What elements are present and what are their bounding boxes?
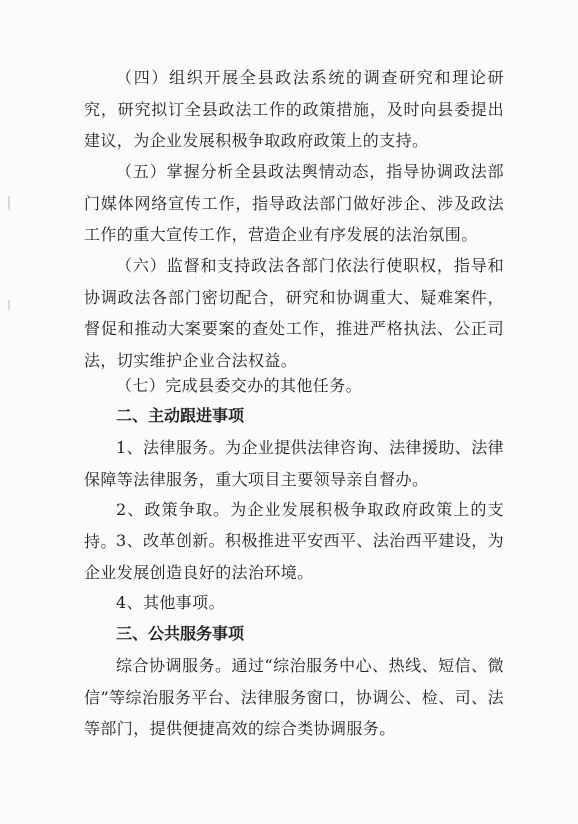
section-3-body: 综合协调服务。通过“综治服务中心、热线、短信、微信”等综治服务平台、法律服务窗口，协调公、检、司、法等部门，提供便捷高效的综合类协调服务。 xyxy=(84,656,504,738)
paragraph-7: （七）完成县委交办的其他任务。 xyxy=(116,376,363,395)
section-heading-2: 二、主动跟进事项 xyxy=(116,406,245,425)
paragraph-5: （五）掌握分析全县政法舆情动态，指导协调政法部门媒体网络宣传工作，指导政法部门做好涉企、涉及政法工作的重大宣传工作，营造企业有序发展的法治氛围。 xyxy=(84,162,504,244)
scan-edge-mark xyxy=(8,196,10,210)
scan-edge-mark xyxy=(8,300,10,310)
list-item-1: 1、法律服务。为企业提供法律咨询、法律援助、法律保障等法律服务，重大项目主要领导亲自督办。 xyxy=(84,438,504,489)
paragraph-4: （四）组织开展全县政法系统的调查研究和理论研究，研究拟订全县政法工作的政策措施，及时向县委提出建议，为企业发展积极争取政府政策上的支持。 xyxy=(84,68,504,150)
list-item-2: 2、政策争取。为企业发展积极争取政府政策上的支持。 xyxy=(84,500,504,551)
paragraph-6: （六）监督和支持政法各部门依法行使职权，指导和协调政法各部门密切配合，研究和协调重大、疑难案件，督促和推动大案要案的查处工作，推进严格执法、公正司法，切实维护企业合法权益。 xyxy=(84,256,504,370)
list-item-4: 4、其他事项。 xyxy=(116,593,225,612)
section-heading-3: 三、公共服务事项 xyxy=(116,624,245,643)
list-item-3: 3、改革创新。积极推进平安西平、法治西平建设，为企业发展创造良好的法治环境。 xyxy=(84,531,504,582)
